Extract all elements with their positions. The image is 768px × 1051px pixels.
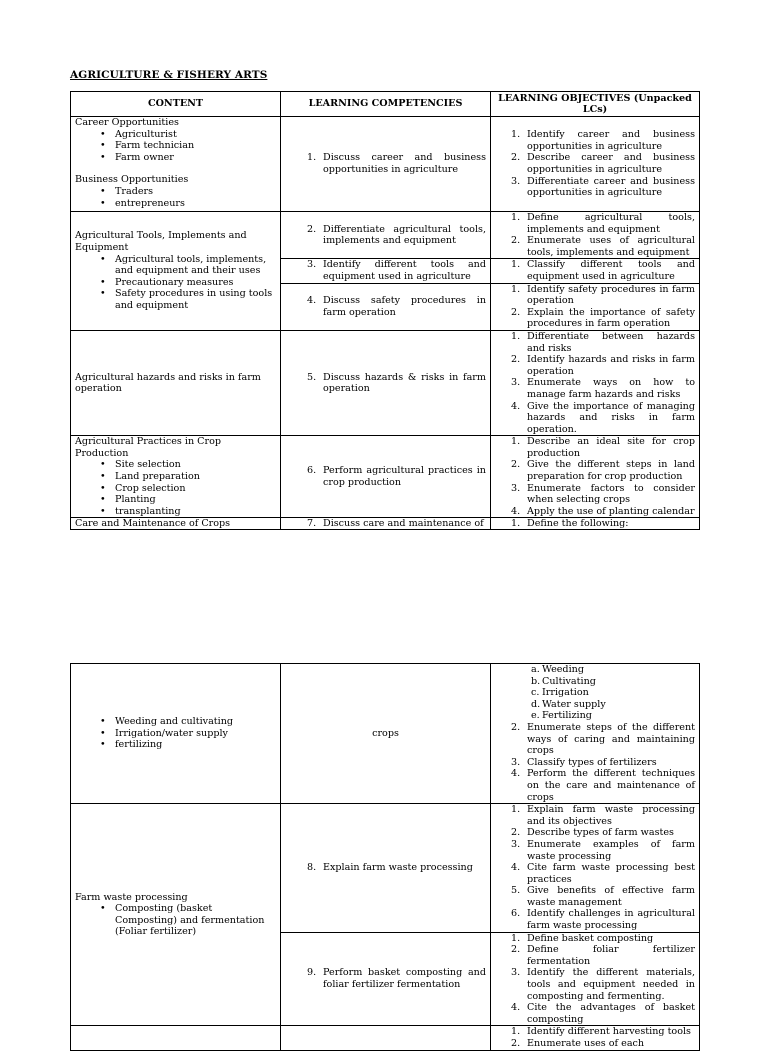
list-item: d. Water supply [531,698,606,710]
list-item: • Land preparation [75,471,276,483]
content-list [75,903,276,938]
competency-cell [281,518,491,530]
objectives-cell [491,212,700,259]
content-list [75,186,276,209]
header-competencies: LEARNING COMPETENCIES [281,92,491,117]
competency-cell: crops [281,664,491,804]
document-title: AGRICULTURE & FISHERY ARTS [70,69,268,81]
content-cell: Agricultural hazards and risks in farm operation [71,330,281,435]
content-cell [71,212,281,331]
list-item: 1. Describe an ideal site for crop production [511,436,695,459]
list-item: • Irrigation/water supply [75,728,276,740]
table-row [71,664,700,804]
list-item: • Farm owner [75,152,276,164]
list-item: • Traders [75,186,276,198]
competency-cell [281,330,491,435]
list-item: • Weeding and cultivating [75,716,276,728]
list-item: 4. Cite the advantages of basket composting [511,1002,695,1025]
table-row [71,117,700,212]
objectives-cell [491,330,700,435]
content-cell [71,664,281,804]
list-item: 1. Define basket composting [511,932,654,944]
table-row [71,1026,700,1050]
competency-cell [281,436,491,518]
list-item: a. Weeding [531,664,584,675]
objectives-cell [491,664,700,804]
list-item: • Precautionary measures [75,277,276,289]
list-item: 1. Classify different tools and equipment used in agriculture [511,259,695,282]
list-item: 2. Enumerate steps of the different ways of caring and maintaining crops [511,721,695,757]
list-item: 2. Enumerate uses of agricultural tools, implements and equipment [511,235,695,258]
table-header-row [71,92,700,117]
competency-item: 3. Identify different tools and equipment used in agriculture [307,259,486,282]
list-item: • Planting [75,494,276,506]
list-item: 4. Cite farm waste processing best practices [511,862,695,885]
content-list [75,716,276,751]
competency-item: 2. Differentiate agricultural tools, implements and equipment [307,223,486,247]
list-item: e. Fertilizing [531,710,592,722]
list-item: 2. Describe career and business opportunities in agriculture [511,152,695,175]
competency-cell [281,117,491,212]
content-cell [71,117,281,212]
list-item: 3. Identify the different materials, tools and equipment needed in composting and fermenting. [511,967,695,1002]
table-row [71,804,700,933]
objectives-cell [491,518,700,530]
competency-cell [281,212,491,259]
table-row [71,436,700,518]
content-list [75,254,276,312]
table-row [71,518,700,530]
competency-cell [281,804,491,933]
competency-table [70,91,700,530]
list-item: • Agriculturist [75,129,276,141]
list-item: • Agricultural tools, implements, and equipment and their uses [75,254,276,277]
header-objectives: LEARNING OBJECTIVES (Unpacked LCs) [491,92,700,117]
competency-cell [281,1026,491,1050]
list-item: 1. Identify different harvesting tools [511,1026,691,1038]
competency-cell [281,259,491,283]
list-item: 1. Define agricultural tools, implements and equipment [511,212,695,235]
competency-cell [281,283,491,330]
list-item: • transplanting [75,506,276,518]
list-item: c. Irrigation [531,687,589,699]
competency-item: 5. Discuss hazards & risks in farm operation [307,371,486,395]
list-item: • Site selection [75,459,276,471]
list-item: 3. Enumerate examples of farm waste processing [511,838,695,862]
list-item: 2. Identify hazards and risks in farm operation [511,354,695,377]
list-item: 1. Identify safety procedures in farm operation [511,283,695,307]
objectives-cell [491,436,700,518]
list-item: 3. Classify types of fertilizers [511,756,657,768]
content-cell [71,1026,281,1050]
content-heading: Career Opportunities [75,117,179,128]
objectives-cell [491,1026,700,1050]
content-list [75,129,276,164]
list-item: 2. Define foliar fertilizer fermentation [511,944,695,967]
table-row [71,212,700,259]
competency-item: 1. Discuss career and business opportunities in agriculture [307,152,486,175]
competency-item: 8. Explain farm waste processing [307,862,473,874]
list-item: 2. Enumerate uses of each [511,1038,645,1049]
list-item: 4. Apply the use of planting calendar [511,505,695,517]
objectives-cell [491,259,700,283]
list-item: 3. Enumerate ways on how to manage farm hazards and risks [511,377,695,400]
list-item: 4. Give the importance of managing hazards and risks in farm operation. [511,400,695,435]
competency-item: 4. Discuss safety procedures in farm operation [307,295,486,318]
content-heading: Business Opportunities [75,174,189,186]
list-item: 2. Give the different steps in land preparation for crop production [511,459,695,483]
competency-table-page-1 [70,91,699,530]
list-item: 1. Explain farm waste processing and its objectives [511,804,695,827]
list-item: 6. Identify challenges in agricultural farm waste processing [511,908,695,932]
list-item: 3. Enumerate factors to consider when selecting crops [511,482,695,506]
list-item: • Farm technician [75,140,276,152]
content-cell [71,804,281,1026]
list-item: 5. Give benefits of effective farm waste management [511,885,695,908]
content-heading: Farm waste processing [75,891,188,903]
competency-table-continued [70,663,700,1051]
list-item: • fertilizing [75,739,276,751]
objectives-cell [491,283,700,330]
competency-table-page-2 [70,663,699,1051]
competency-item: 7. Discuss care and maintenance of [307,518,484,530]
content-heading: Agricultural Practices in Crop Production [75,436,222,459]
competency-item: 6. Perform agricultural practices in crop production [307,465,486,488]
list-item: • entrepreneurs [75,198,276,210]
list-item: 1. Identify career and business opportunities in agriculture [511,129,695,152]
list-item: 4. Perform the different techniques on the care and maintenance of crops [511,768,695,803]
table-row [71,330,700,435]
objectives-cell [491,804,700,933]
list-item: 2. Describe types of farm wastes [511,827,674,839]
list-item: • Composting (basket Composting) and fermentation (Foliar fertilizer) [75,903,276,938]
list-item: • Crop selection [75,483,276,495]
content-list [75,459,276,517]
competency-cell [281,932,491,1026]
objectives-cell [491,932,700,1026]
list-item: • Safety procedures in using tools and equipment [75,288,276,311]
list-item: 1. Differentiate between hazards and risks [511,330,695,354]
list-item: 1. Define the following: [511,518,629,530]
content-heading: Agricultural Tools, Implements and Equipment [75,230,247,253]
content-cell: Care and Maintenance of Crops [71,518,281,530]
content-cell [71,436,281,518]
objectives-cell [491,117,700,212]
competency-item: 9. Perform basket composting and foliar fertilizer fermentation [307,967,486,991]
list-item: 3. Differentiate career and business opportunities in agriculture [511,175,695,199]
list-item: 2. Explain the importance of safety procedures in farm operation [511,306,695,330]
list-item: b. Cultivating [531,675,596,687]
header-content: CONTENT [71,92,281,117]
